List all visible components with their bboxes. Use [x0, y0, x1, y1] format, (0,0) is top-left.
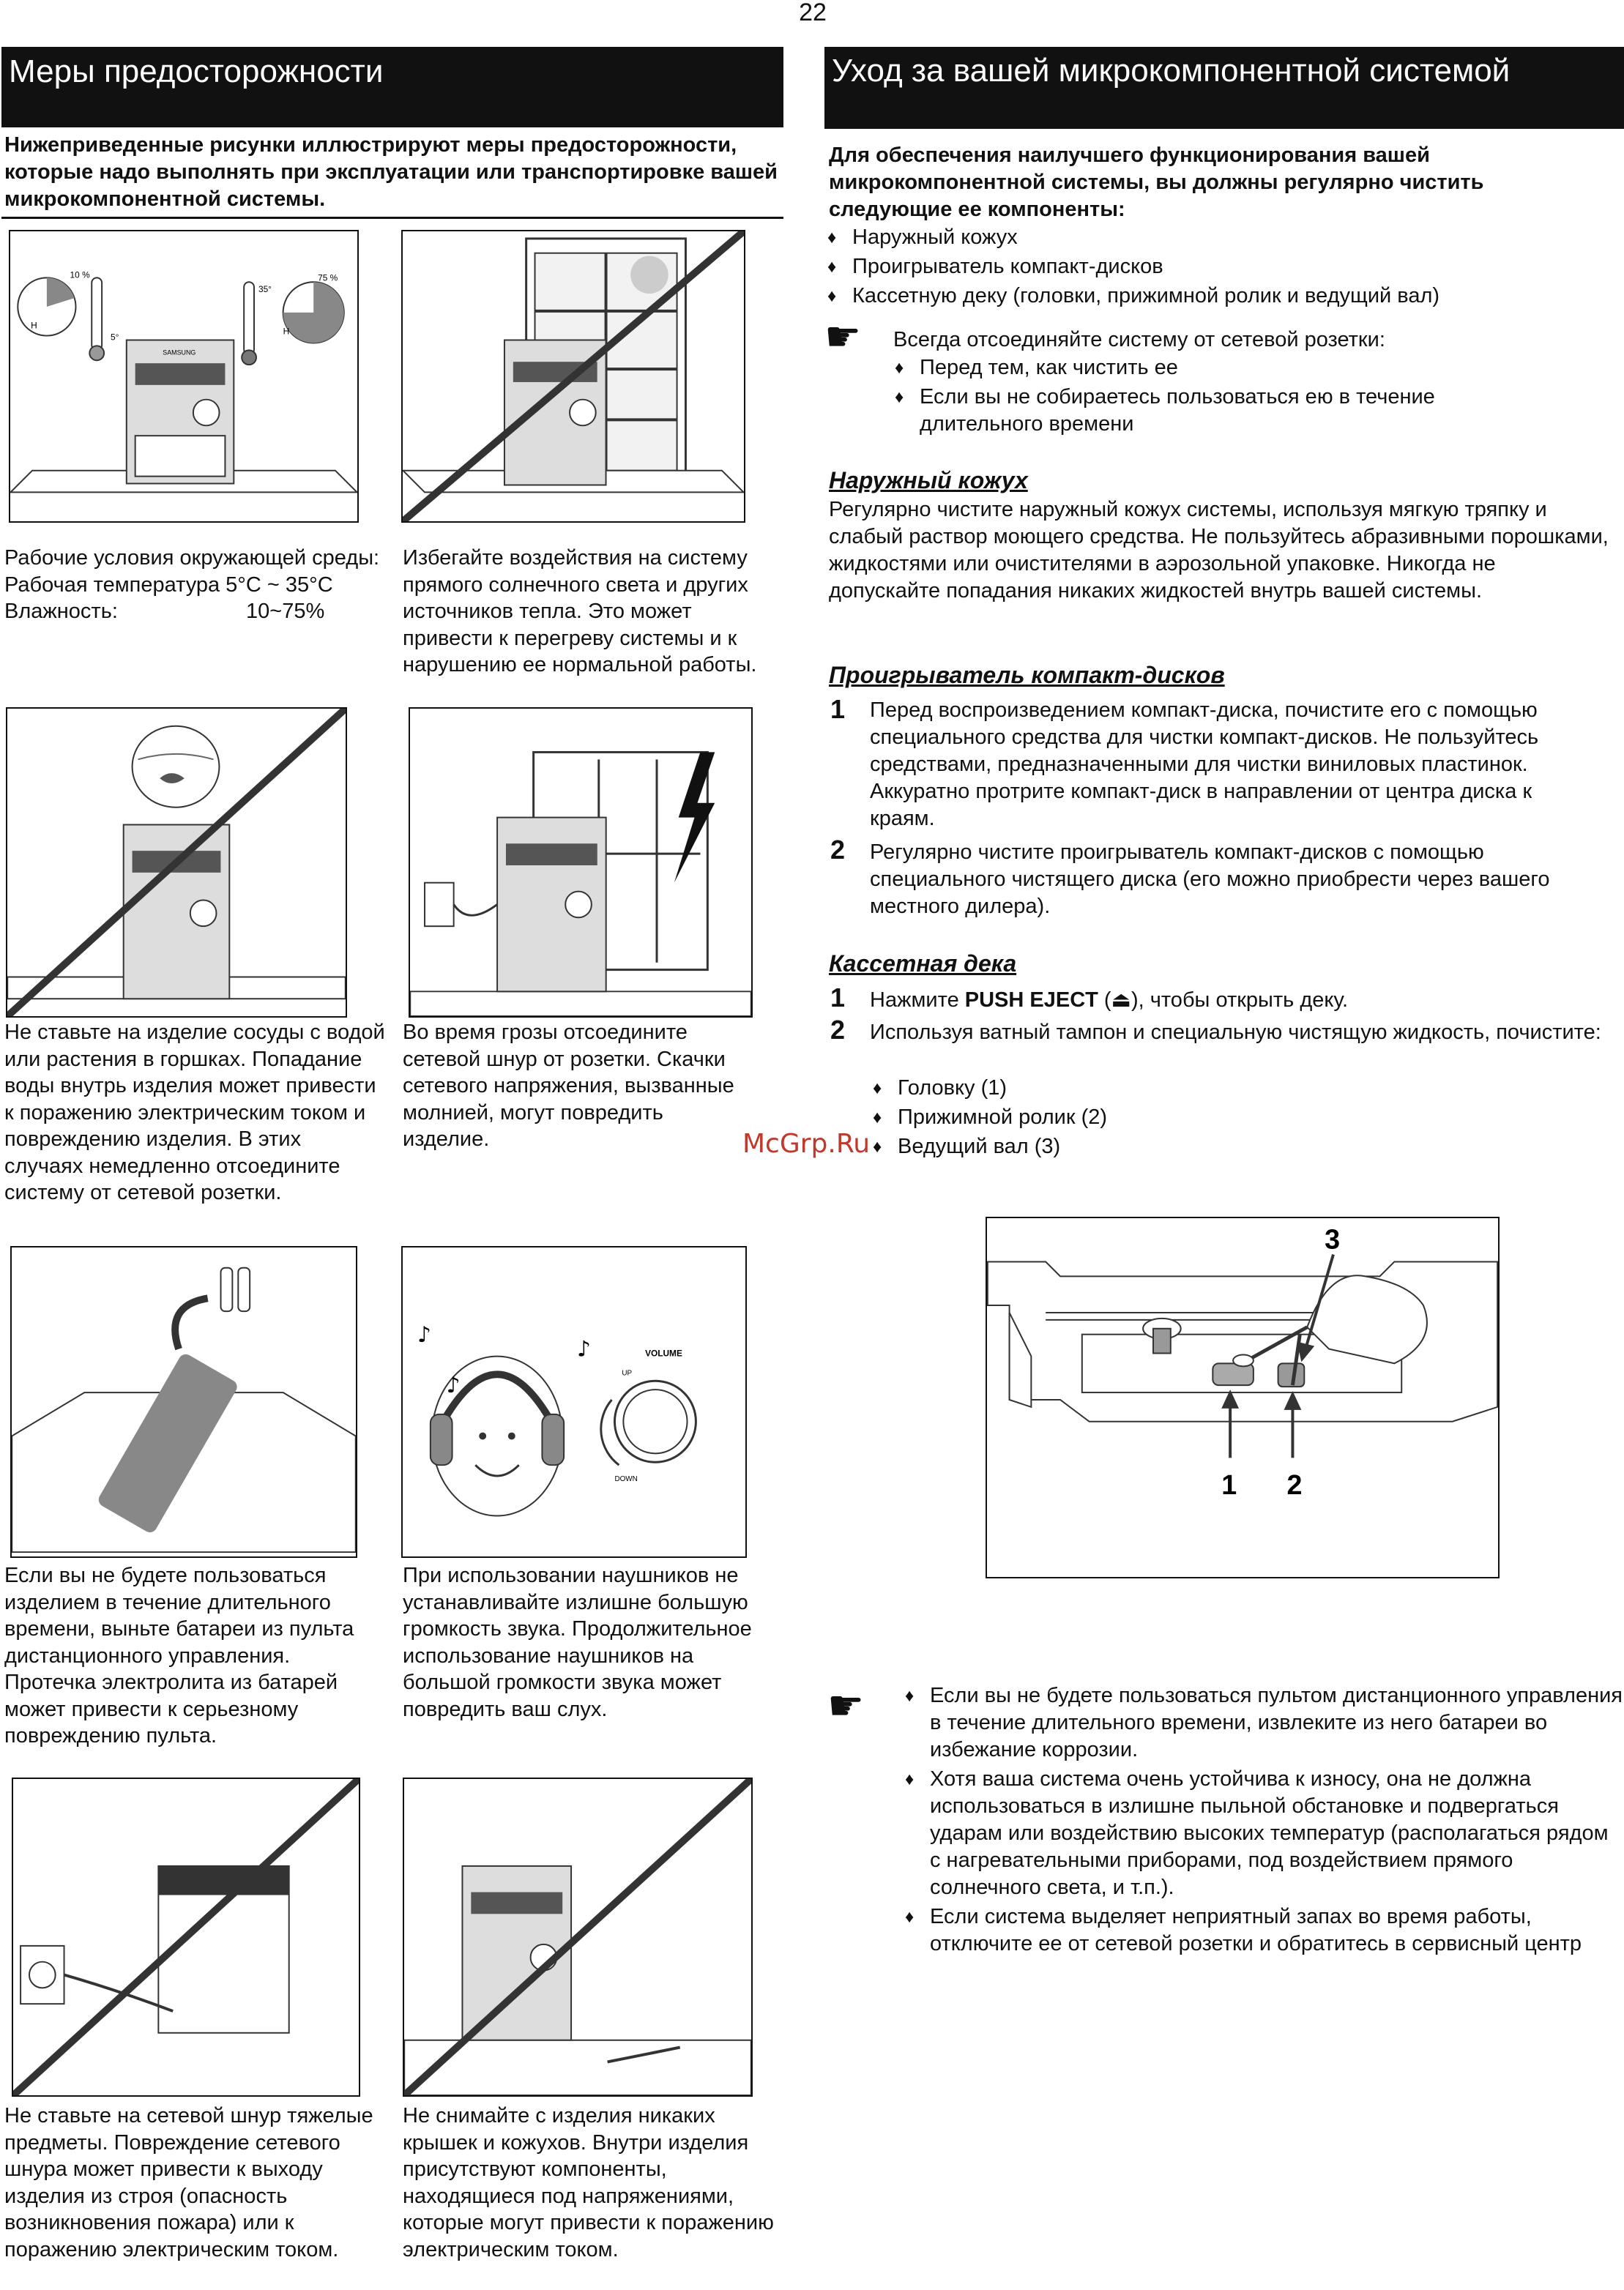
svg-text:♪: ♪	[417, 1321, 431, 1348]
svg-text:♪: ♪	[446, 1373, 461, 1399]
diagram-label-1: 1	[1221, 1469, 1237, 1500]
caption-covers: Не снимайте с изделия никаких крышек и кожухов. Внутри изделия присутствуют компоненты, находящиеся под напряжениями, которые могут привести к поражению электрическим током.	[403, 2104, 774, 2261]
note-item: ♦ Перед тем, как чистить ее	[892, 354, 1551, 381]
headphones-illustration	[403, 1247, 745, 1556]
caption-remote-battery: Если вы не будете пользоваться изделием в течение длительного времени, выньте батареи из пульта дистанционного управления. Протечка электролита из батарей может привести к серьезному повреждению пульта.	[4, 1564, 354, 1748]
volume-label: VOLUME	[645, 1348, 682, 1359]
cassette-step-text	[870, 987, 1602, 1014]
humidity-value: 10~75%	[246, 600, 325, 623]
caption-sunlight: Избегайте воздействия на систему прямого солнечного света и других источников тепла. Это может привести к перегреву системы и к нарушению ее нормальной работы.	[403, 546, 757, 676]
caption-environment	[4, 545, 385, 625]
cd-step-text: Перед воспроизведением компакт-диска, почистите его с помощью специального средства для чистки компакт-дисков. Не пользуйтесь средствами, предназначенными для чистки виниловых пластинок. Аккуратно протрите компакт-диск в направлении от центра диска к краям.	[870, 698, 1539, 830]
left-section-title	[1, 47, 783, 127]
page-number: 22	[799, 0, 827, 26]
cassette-step1-post: (⏏), чтобы открыть деку.	[1098, 988, 1349, 1012]
label-10pct: 10 %	[70, 269, 90, 280]
cassette-cleaning-diagram	[987, 1218, 1498, 1577]
lightning-illustration	[410, 709, 751, 1016]
cassette-part-item: ♦ Головку (1)	[870, 1075, 1529, 1102]
figure-power-cord	[12, 1778, 360, 2097]
right-intro: Для обеспечения наилучшего функционирования вашей микрокомпонентной системы, вы должны регулярно чистить следующие ее компоненты:	[829, 143, 1484, 221]
diagram-label-3: 3	[1325, 1223, 1341, 1255]
cassette-part-item: ♦ Ведущий вал (3)	[870, 1133, 1529, 1160]
figure-covers	[403, 1778, 753, 2097]
caption-water: Не ставьте на изделие сосуды с водой или растения в горшках. Попадание воды внутрь изделия может привести к поражению электрическим током и повреждению изделия. В этих случаях немедленно отсоедините систему от сетевой розетки.	[4, 1021, 385, 1204]
right-title-text: Уход за вашей микрокомпонентной системой	[832, 53, 1511, 89]
left-title-text: Меры предосторожности	[9, 53, 384, 89]
cassette-step-text: Используя ватный тампон и специальную чистящую жидкость, почистите:	[870, 1021, 1601, 1044]
label-h1: H	[31, 320, 37, 331]
caption-lightning: Во время грозы отсоедините сетевой шнур от розетки. Скачки сетевого напряжения, вызванные молнией, могут повредить изделие.	[403, 1021, 734, 1151]
left-intro: Нижеприведенные рисунки иллюстрируют меры предосторожности, которые надо выполнять при эксплуатации или транспортировке вашей микрокомпонентной системы.	[4, 133, 778, 211]
figure-sunlight	[401, 230, 745, 523]
care-notes-list	[902, 1682, 1623, 1958]
caption-env-humidity	[4, 598, 385, 625]
cd-step-number: 1	[830, 694, 846, 724]
component-item: ♦ Наружный кожух	[824, 224, 1601, 251]
pointing-hand-icon: ☛	[824, 313, 862, 359]
brand-label: SAMSUNG	[163, 348, 196, 357]
component-item: ♦ Кассетную деку (головки, прижимной ролик и ведущий вал)	[824, 283, 1601, 310]
components-list	[824, 224, 1601, 310]
care-note-item: ♦ Хотя ваша система очень устойчива к износу, она не должна использоваться в излишне пыльной обстановке и подвергаться ударам или воздействию высоких температур (располагаться рядом с нагревательными приборами, под воздействием прямого солнечного света, и т.п.).	[902, 1766, 1623, 1901]
cassette-part-item: ♦ Прижимной ролик (2)	[870, 1104, 1529, 1131]
right-section-title	[824, 47, 1624, 129]
left-divider	[1, 217, 783, 219]
component-item: ♦ Проигрыватель компакт-дисков	[824, 253, 1601, 280]
environment-illustration	[10, 231, 357, 521]
figure-remote-battery	[10, 1246, 357, 1558]
svg-text:♪: ♪	[576, 1336, 591, 1362]
volume-up-label: UP	[622, 1369, 633, 1378]
note-intro: Всегда отсоединяйте систему от сетевой розетки:	[893, 328, 1385, 351]
figure-lightning	[409, 707, 753, 1018]
label-35deg: 35°	[258, 284, 272, 295]
caption-env-text: Рабочие условия окружающей среды:	[4, 546, 380, 570]
subsection-casing-title: Наружный кожух	[829, 467, 1028, 493]
diagram-label-2: 2	[1286, 1469, 1303, 1500]
caption-headphones: При использовании наушников не устанавливайте излишне большую громкость звука. Продолжительное использование наушников на большой громкости звука может повредить ваш слух.	[403, 1564, 752, 1721]
note-list	[892, 354, 1551, 438]
note-item: ♦ Если вы не собираетесь пользоваться ею в течение длительного времени	[892, 384, 1551, 438]
watermark: McGrp.Ru	[742, 1129, 871, 1159]
sunlight-illustration	[403, 231, 744, 521]
caption-env-temp: Рабочая температура 5°C ~ 35°C	[4, 572, 333, 597]
figure-headphones	[401, 1246, 747, 1558]
label-5deg: 5°	[111, 332, 119, 343]
figure-water	[6, 707, 347, 1018]
cd-step-number: 2	[830, 835, 846, 865]
label-h2: H	[283, 326, 290, 337]
water-illustration	[7, 709, 346, 1016]
cassette-step1-pre: Нажмите	[870, 988, 965, 1012]
cd-step-text: Регулярно чистите проигрыватель компакт-дисков с помощью специального чистящего диска (его можно приобрести через вашего местного дилера).	[870, 840, 1550, 918]
subsection-cassette-title: Кассетная дека	[829, 950, 1017, 977]
covers-illustration	[404, 1779, 751, 2095]
label-75pct: 75 %	[318, 272, 338, 283]
push-eject-label: PUSH EJECT	[964, 988, 1098, 1012]
cassette-parts-list	[870, 1075, 1529, 1160]
caption-power-cord: Не ставьте на сетевой шнур тяжелые предметы. Повреждение сетевого шнура может привести к выходу изделия из строя (опасность возникновения пожара) или к поражению электрическим током.	[4, 2104, 373, 2261]
care-note-item: ♦ Если вы не будете пользоваться пультом дистанционного управления в течение длительного времени, извлеките из него батареи во избежание коррозии.	[902, 1682, 1623, 1764]
subsection-cd-title: Проигрыватель компакт-дисков	[829, 662, 1225, 688]
casing-text: Регулярно чистите наружный кожух системы, используя мягкую тряпку и слабый раствор моющего средства. Не пользуйтесь абразивными порошками, жидкостями или очистителями в аэрозольной упаковке. Никогда не допускайте попадания никаких жидкостей внутрь вашей системы.	[829, 498, 1609, 603]
cassette-step-number: 2	[830, 1015, 846, 1045]
humidity-label: Влажность:	[4, 600, 118, 623]
pointing-hand-icon: ☛	[827, 1682, 865, 1728]
volume-down-label: DOWN	[614, 1474, 638, 1483]
power-cord-illustration	[13, 1779, 359, 2095]
care-note-item: ♦ Если система выделяет неприятный запах во время работы, отключите ее от сетевой розетки и обратитесь в сервисный центр	[902, 1903, 1623, 1958]
remote-battery-illustration	[12, 1247, 356, 1556]
cassette-step-number: 1	[830, 982, 846, 1012]
figure-cassette-cleaning	[986, 1217, 1500, 1578]
figure-environment	[9, 230, 359, 523]
